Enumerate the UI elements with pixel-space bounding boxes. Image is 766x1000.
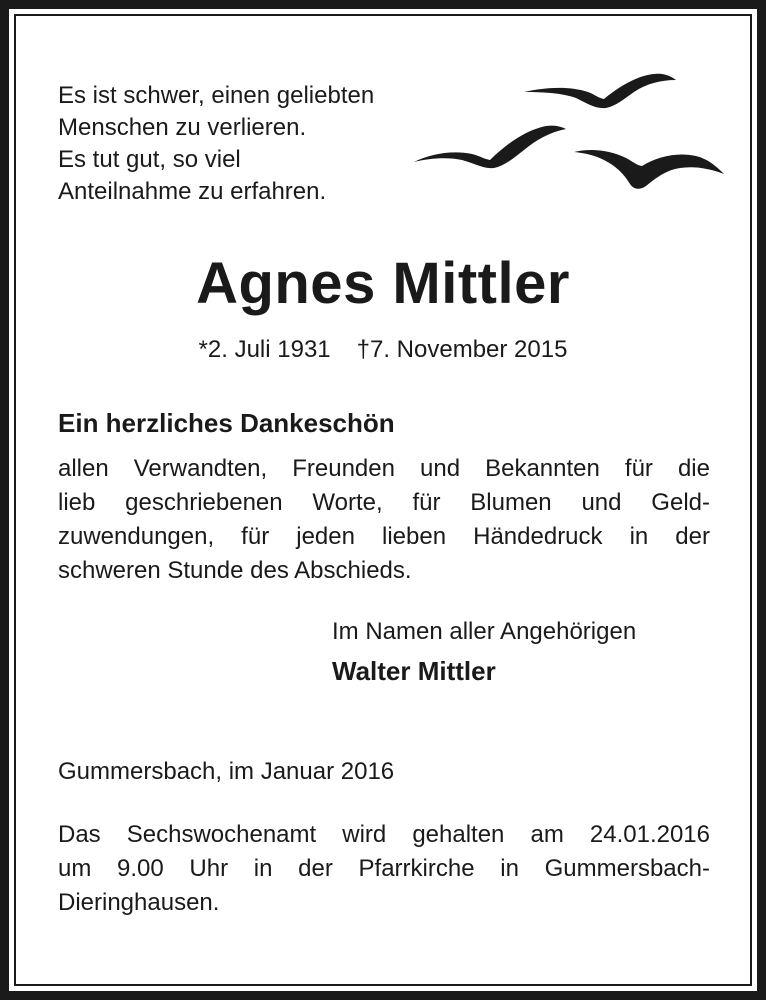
place-date: Gummersbach, im Januar 2016 [58,758,395,785]
birth-date: *2. Juli 1931 [198,336,331,363]
mass-notice [58,818,710,920]
thanks-line: schweren Stunde des Abschieds. [58,557,412,584]
birds-icon [410,62,730,198]
signature-name: Walter Mittler [332,656,496,686]
signature-preface: Im Namen aller Angehörigen [332,618,637,645]
bird-icon [414,126,566,169]
bird-icon [574,150,724,189]
life-dates [0,336,766,364]
thanks-line: lieb geschriebenen Worte, für Blumen und Geld- [58,489,710,516]
bird-icon [524,74,676,108]
notice-line: um 9.00 Uhr in der Pfarrkirche in Gummersbach- [58,855,710,882]
death-date: †7. November 2015 [356,336,568,363]
quote-block [58,80,374,208]
notice-line: Das Sechswochenamt wird gehalten am 24.01.2016 [58,821,710,848]
thanks-line: allen Verwandten, Freunden und Bekannten für die [58,455,710,482]
quote-line: Es ist schwer, einen geliebten [58,82,375,109]
thanks-heading: Ein herzliches Dankeschön [58,408,395,438]
quote-line: Es tut gut, so viel [58,146,241,173]
thanks-body [58,452,710,588]
quote-line: Anteilnahme zu erfahren. [58,178,327,205]
notice-line: Dieringhausen. [58,889,220,916]
deceased-name: Agnes Mittler [196,251,570,316]
thanks-line: zuwendungen, für jeden lieben Händedruck in der [58,523,710,550]
quote-line: Menschen zu verlieren. [58,114,307,141]
